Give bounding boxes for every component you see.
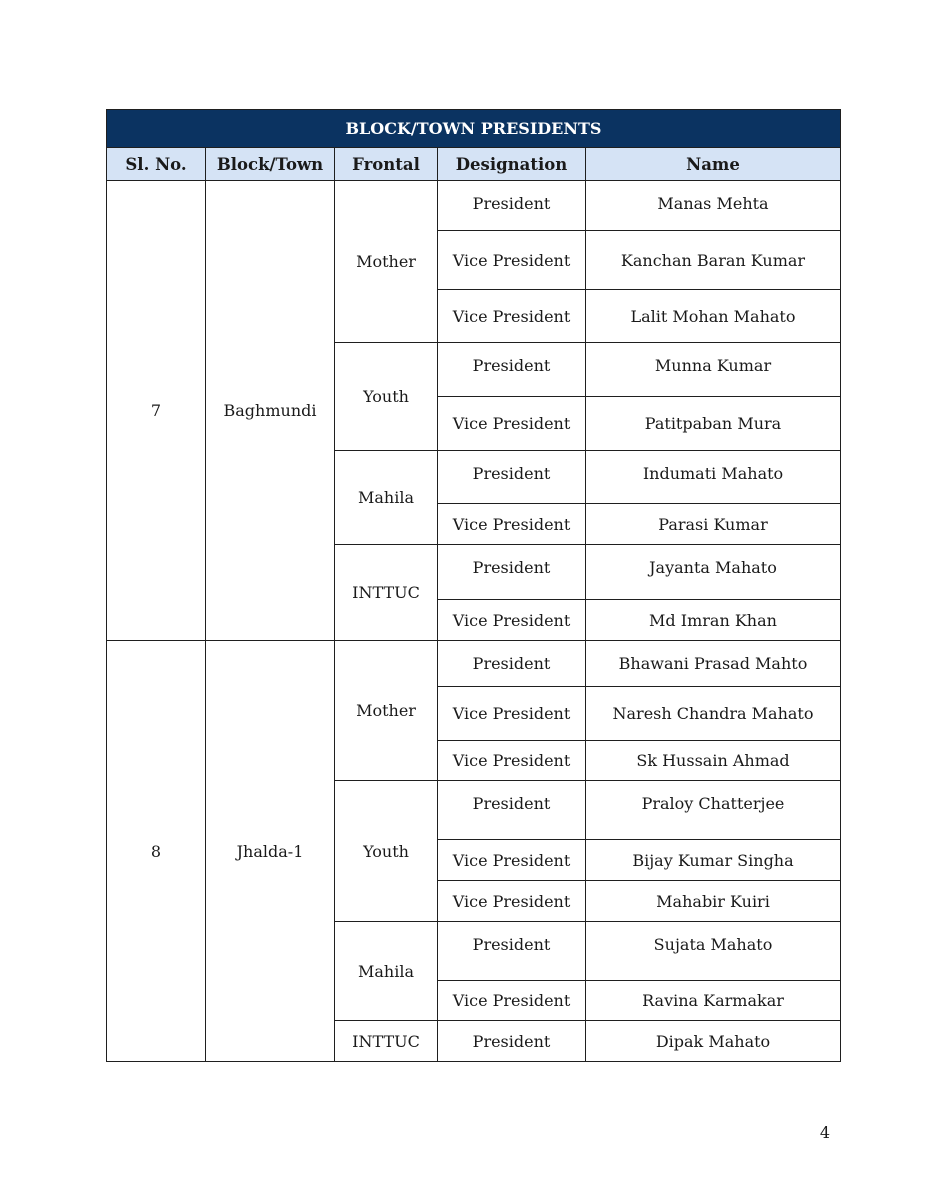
frontal-cell: Youth <box>335 343 438 451</box>
designation-cell: Vice President <box>438 687 586 741</box>
name-cell: Mahabir Kuiri <box>586 881 841 922</box>
designation-cell: President <box>438 181 586 231</box>
name-cell: Patitpaban Mura <box>586 397 841 451</box>
name-cell: Indumati Mahato <box>586 451 841 504</box>
frontal-cell: INTTUC <box>335 1021 438 1062</box>
table-row <box>107 181 841 231</box>
designation-cell: Vice President <box>438 290 586 343</box>
designation-cell: Vice President <box>438 981 586 1021</box>
name-cell: Bijay Kumar Singha <box>586 840 841 881</box>
designation-cell: Vice President <box>438 881 586 922</box>
frontal-cell: INTTUC <box>335 545 438 641</box>
name-cell: Bhawani Prasad Mahto <box>586 641 841 687</box>
designation-cell: Vice President <box>438 397 586 451</box>
column-header-designation: Designation <box>438 148 586 181</box>
name-cell: Dipak Mahato <box>586 1021 841 1062</box>
page-number: 4 <box>819 1123 830 1142</box>
name-cell: Sk Hussain Ahmad <box>586 741 841 781</box>
name-cell: Kanchan Baran Kumar <box>586 231 841 290</box>
designation-cell: Vice President <box>438 231 586 290</box>
designation-cell: Vice President <box>438 504 586 545</box>
table-title: BLOCK/TOWN PRESIDENTS <box>107 110 841 148</box>
frontal-cell: Mahila <box>335 451 438 545</box>
column-header-block-town: Block/Town <box>206 148 335 181</box>
designation-cell: Vice President <box>438 840 586 881</box>
table-row <box>107 641 841 687</box>
name-cell: Naresh Chandra Mahato <box>586 687 841 741</box>
name-cell: Ravina Karmakar <box>586 981 841 1021</box>
name-cell: Munna Kumar <box>586 343 841 397</box>
block-town-cell: Baghmundi <box>206 181 335 641</box>
designation-cell: President <box>438 545 586 600</box>
frontal-cell: Mother <box>335 181 438 343</box>
name-cell: Sujata Mahato <box>586 922 841 981</box>
designation-cell: President <box>438 781 586 840</box>
block-town-presidents-table <box>106 109 841 1062</box>
name-cell: Praloy Chatterjee <box>586 781 841 840</box>
sl-no-cell: 7 <box>107 181 206 641</box>
name-cell: Parasi Kumar <box>586 504 841 545</box>
name-cell: Jayanta Mahato <box>586 545 841 600</box>
frontal-cell: Mother <box>335 641 438 781</box>
name-cell: Lalit Mohan Mahato <box>586 290 841 343</box>
designation-cell: President <box>438 343 586 397</box>
designation-cell: President <box>438 641 586 687</box>
block-town-cell: Jhalda-1 <box>206 641 335 1062</box>
sl-no-cell: 8 <box>107 641 206 1062</box>
name-cell: Manas Mehta <box>586 181 841 231</box>
name-cell: Md Imran Khan <box>586 600 841 641</box>
column-header-sl-no: Sl. No. <box>107 148 206 181</box>
column-header-frontal: Frontal <box>335 148 438 181</box>
designation-cell: Vice President <box>438 741 586 781</box>
frontal-cell: Mahila <box>335 922 438 1021</box>
designation-cell: Vice President <box>438 600 586 641</box>
designation-cell: President <box>438 451 586 504</box>
designation-cell: President <box>438 922 586 981</box>
column-header-name: Name <box>586 148 841 181</box>
designation-cell: President <box>438 1021 586 1062</box>
frontal-cell: Youth <box>335 781 438 922</box>
